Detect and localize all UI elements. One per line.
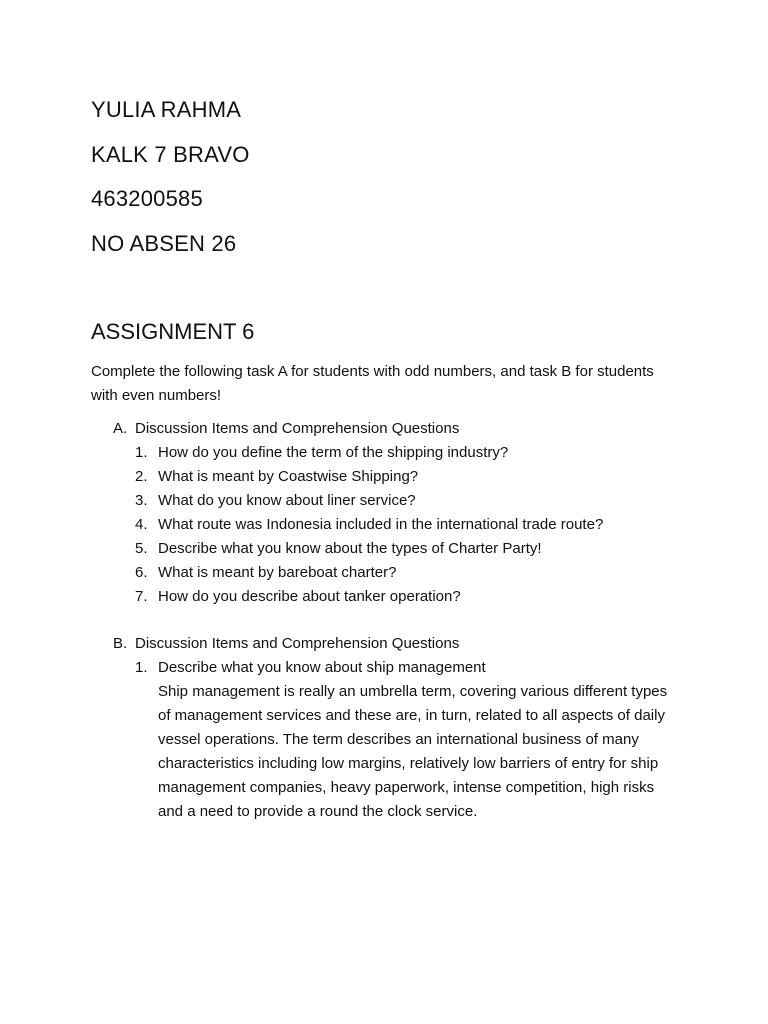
question-number: 3. [135,492,148,509]
section-b-question-list [135,656,486,680]
section-b-answer: Ship management is really an umbrella term, covering various different types of management services and these are, in turn, related to all aspects of daily vessel operations. The term describes an international business of many characteristics including low margins, relatively low barriers of entry for ship management companies, heavy paperwork, intense competition, high risks and a need to provide a round the clock service. [158,683,668,820]
section-a-letter: A. [113,420,128,437]
list-item [135,561,603,585]
list-item [135,537,603,561]
question-number: 4. [135,516,148,533]
assignment-title: ASSIGNMENT 6 [91,319,255,344]
section-b-letter: B. [113,635,128,652]
question-text: Describe what you know about the types of Charter Party! [158,540,542,557]
assignment-intro: Complete the following task A for students with odd numbers, and task B for students with even numbers! [91,363,654,404]
question-number: 6. [135,564,148,581]
list-item [135,513,603,537]
question-number: 5. [135,540,148,557]
list-item [135,656,486,680]
question-number: 7. [135,588,148,605]
section-a-question-list [135,441,603,609]
section-b-label: Discussion Items and Comprehension Questions [135,635,460,652]
list-item [135,585,603,609]
question-text: Describe what you know about ship management [158,659,486,676]
question-number: 2. [135,468,148,485]
student-class: KALK 7 BRAVO [91,142,250,167]
list-item [135,465,603,489]
question-text: What route was Indonesia included in the international trade route? [158,516,604,533]
student-id-number: 463200585 [91,186,203,211]
student-name: YULIA RAHMA [91,97,242,122]
section-a-label: Discussion Items and Comprehension Questions [135,420,460,437]
question-text: What is meant by bareboat charter? [158,564,397,581]
list-item [135,441,603,465]
question-number: 1. [135,444,148,461]
question-number: 1. [135,659,148,676]
list-item [135,489,603,513]
question-text: How do you define the term of the shipping industry? [158,444,509,461]
question-text: What do you know about liner service? [158,492,416,509]
student-absen: NO ABSEN 26 [91,231,237,256]
question-text: How do you describe about tanker operation? [158,588,461,605]
question-text: What is meant by Coastwise Shipping? [158,468,419,485]
